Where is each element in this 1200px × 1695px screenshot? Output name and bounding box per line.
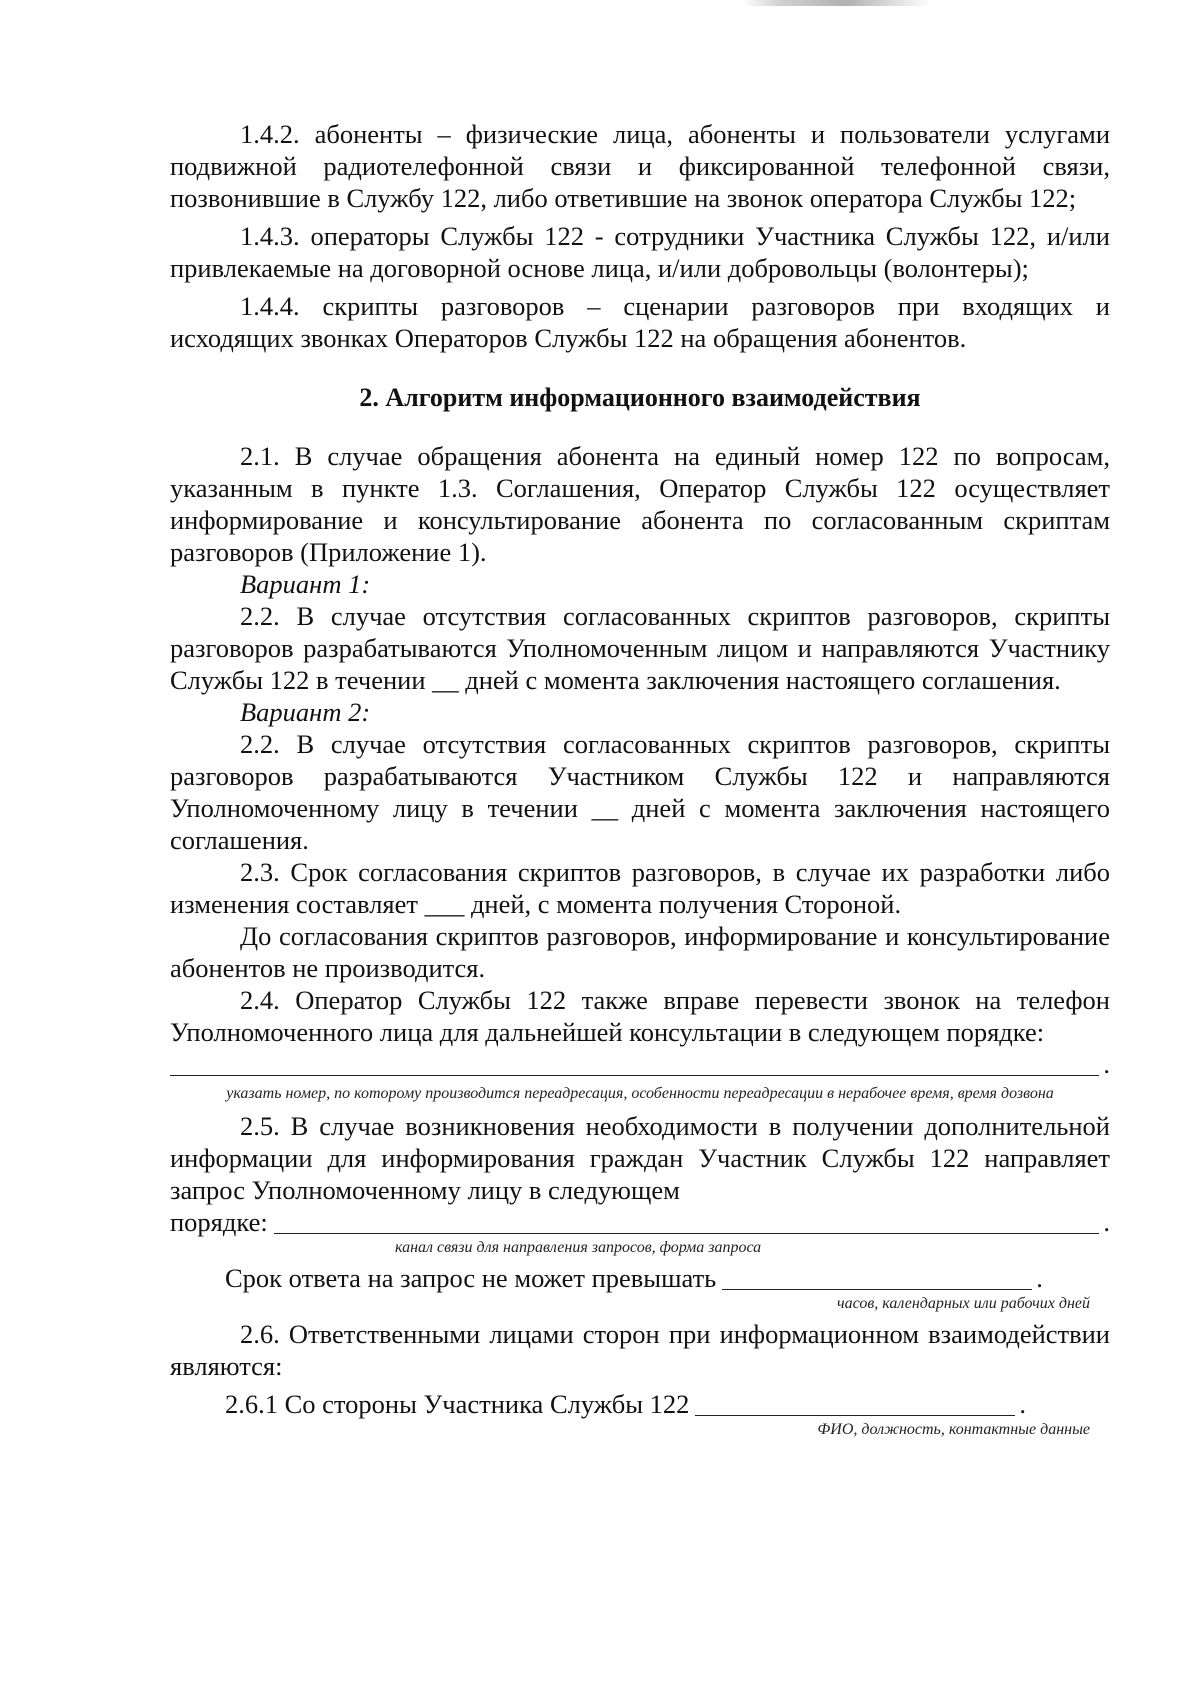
clause-2-4: 2.4. Оператор Службы 122 также вправе перевести звонок на телефон Уполномоченного лица для дальнейшей консультации в следующем порядке: bbox=[170, 985, 1110, 1047]
clause-2-5-hint: канал связи для направления запросов, форма запроса bbox=[395, 1239, 762, 1256]
variant-2-label: Вариант 2: bbox=[240, 697, 371, 727]
clause-2-1: 2.1. В случае обращения абонента на единый номер 122 по вопросам, указанным в пункте 1.3. Соглашения, Оператор Службы 122 осуществляет информирование и консультирование абонента по согласованным скриптам разговоров (Приложение 1). bbox=[170, 441, 1110, 567]
end-dot: . bbox=[1103, 1049, 1110, 1079]
clause-1-4-2: 1.4.2. абоненты – физические лица, абоненты и пользователи услугами подвижной радиотелефонной связи и фиксированной телефонной связи, позвонившие в Службу 122, либо ответившие на звонок оператора Службы 122; bbox=[170, 119, 1110, 213]
document-page bbox=[170, 118, 1110, 1440]
clause-2-3-note: До согласования скриптов разговоров, информирование и консультирование абонентов не производится. bbox=[170, 921, 1110, 983]
clause-1-4-4: 1.4.4. скрипты разговоров – сценарии разговоров при входящих и исходящих звонках Операторов Службы 122 на обращения абонентов. bbox=[170, 291, 1110, 353]
scan-artifact bbox=[742, 0, 932, 6]
end-dot: . bbox=[1103, 1207, 1110, 1237]
clause-2-5-fill-row bbox=[170, 1206, 1110, 1238]
clause-2-5-deadline: Срок ответа на запрос не может превышать bbox=[225, 1263, 717, 1293]
clause-2-6-1-hint: ФИО, должность, контактные данные bbox=[817, 1421, 1090, 1438]
clause-2-2-variant-1: 2.2. В случае отсутствия согласованных скриптов разговоров, скрипты разговоров разрабатываются Уполномоченным лицом и направляются Участнику Службы 122 в течении __ дней с момента заключения настоящего соглашения. bbox=[170, 601, 1110, 695]
clause-2-6-1-row bbox=[170, 1388, 1110, 1420]
clause-1-4-3: 1.4.3. операторы Службы 122 - сотрудники Участника Службы 122, и/или привлекаемые на договорной основе лица, и/или добровольцы (волонтеры); bbox=[170, 221, 1110, 283]
clause-2-5: 2.5. В случае возникновения необходимости в получении дополнительной информации для информирования граждан Участник Службы 122 направляет запрос Уполномоченному лицу в следующем bbox=[170, 1111, 1110, 1205]
variant-1-label: Вариант 1: bbox=[240, 569, 371, 599]
clause-2-6: 2.6. Ответственными лицами сторон при информационном взаимодействии являются: bbox=[170, 1319, 1110, 1381]
end-dot: . bbox=[1036, 1263, 1043, 1293]
clause-2-3: 2.3. Срок согласования скриптов разговоров, в случае их разработки либо изменения составляет ___ дней, с момента получения Стороной. bbox=[170, 857, 1110, 919]
clause-2-4-hint: указать номер, по которому производится переадресация, особенности переадресации в нерабочее время, время дозвона bbox=[226, 1085, 1054, 1102]
clause-2-6-1: 2.6.1 Со стороны Участника Службы 122 bbox=[225, 1389, 690, 1419]
blank-line[interactable] bbox=[274, 1207, 1100, 1234]
clause-2-5-deadline-hint: часов, календарных или рабочих дней bbox=[836, 1295, 1090, 1312]
section-heading: 2. Алгоритм информационного взаимодействия bbox=[359, 383, 921, 412]
clause-2-2-variant-2: 2.2. В случае отсутствия согласованных скриптов разговоров, скрипты разговоров разрабатываются Участником Службы 122 и направляются Уполномоченному лицу в течении __ дней с момента заключения настоящего соглашения. bbox=[170, 729, 1110, 855]
blank-line[interactable] bbox=[170, 1049, 1099, 1076]
clause-2-4-fill-line[interactable] bbox=[170, 1048, 1110, 1080]
clause-2-5-tail: порядке: bbox=[170, 1207, 268, 1237]
blank-line[interactable] bbox=[695, 1389, 1015, 1416]
end-dot: . bbox=[1019, 1389, 1026, 1419]
clause-2-5-deadline-row bbox=[170, 1262, 1110, 1294]
blank-line[interactable] bbox=[722, 1263, 1032, 1290]
